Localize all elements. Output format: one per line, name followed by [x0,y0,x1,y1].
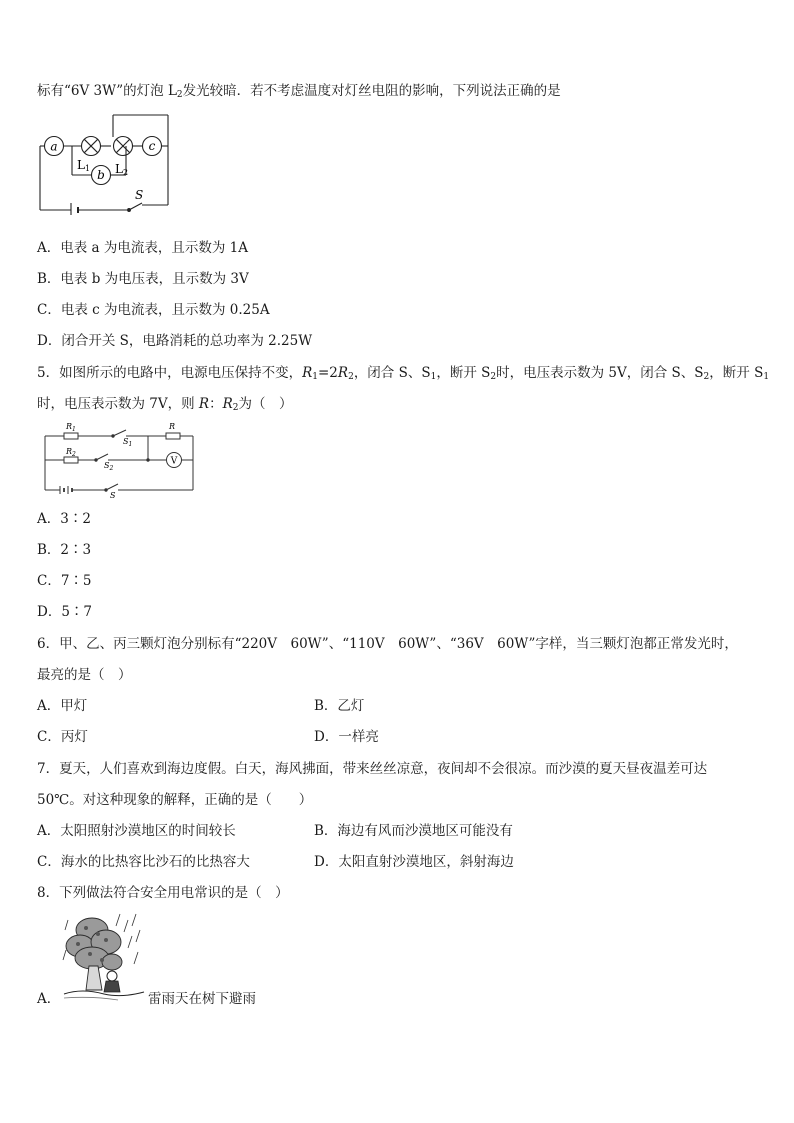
q4-option-b[interactable]: B．电表 b 为电压表，且示数为 3V [37,271,249,287]
question-4-stem: 标有“6V 3W”的灯泡 $L_2$发光较暗．若不考虑温度对灯丝电阻的影响，下列说法正确的是 [37,83,561,100]
q4-option-c[interactable]: C．电表 c 为电流表，且示数为 0.25A [37,302,270,318]
circuit-diagram-1 [36,113,176,219]
r2-label: $R_2$ [66,447,76,458]
q7-option-b[interactable]: B．海边有风而沙漠地区可能没有 [314,823,513,839]
question-8-stem: 8．下列做法符合安全用电常识的是（ ） [37,885,289,901]
voltmeter-label: V [170,456,178,467]
meter-c-label: c [148,139,156,153]
question-5-stem-line2: 时，电压表示数为 7V，则 R：$R_2$为（ ） [37,396,293,413]
question-5-stem-line1: 5．如图所示的电路中，电源电压保持不变，$R_1=2R_2$，闭合 S、$S_1$，断开 $S_2$时，电压表示数为 5V，闭合 S、$S_2$，断开 $S_1$ [37,365,770,382]
q7-option-c[interactable]: C．海水的比热容比沙石的比热容大 [37,854,250,870]
meter-b-label: b [97,168,105,182]
s1-label: $S_1$ [123,437,133,448]
meter-a-label: a [50,139,58,154]
question-6-stem-line2: 最亮的是（ ） [37,667,132,683]
s2-label: $S_2$ [104,461,114,472]
r-label: R [169,422,176,431]
q4-option-d[interactable]: D．闭合开关 S，电路消耗的总功率为 2.25W [37,333,313,349]
q5-option-b[interactable]: B．2∶3 [37,542,92,558]
lamp1-label: L1 [77,158,91,173]
r1-label: $R_1$ [66,422,76,433]
q8-option-a-text: 雷雨天在树下避雨 [148,991,256,1007]
q8-option-a[interactable]: A． [37,991,61,1007]
lamp2-label: L2 [115,162,129,177]
q6-option-d[interactable]: D．一样亮 [314,729,379,745]
q6-option-a[interactable]: A．甲灯 [37,698,88,714]
q4-option-a[interactable]: A．电表 a 为电流表，且示数为 1A [37,240,249,256]
q5-option-a[interactable]: A．3∶2 [37,511,91,527]
q6-option-b[interactable]: B．乙灯 [314,698,365,714]
question-7-stem-line2: 50℃。对这种现象的解释，正确的是（ ） [37,792,313,808]
q7-option-d[interactable]: D．太阳直射沙漠地区，斜射海边 [314,854,514,870]
q5-option-d[interactable]: D．5∶7 [37,604,93,620]
q7-option-a[interactable]: A．太阳照射沙漠地区的时间较长 [37,823,236,839]
question-6-stem-line1: 6．甲、乙、丙三颗灯泡分别标有“220V 60W”、“110V 60W”、“36V 60W”字样，当三颗灯泡都正常发光时， [37,636,738,652]
s-label: S [110,491,116,498]
question-7-stem-line1: 7．夏天，人们喜欢到海边度假。白天，海风拂面，带来丝丝凉意，夜间却不会很凉。而沙漠的夏天昼夜温差可达 [37,761,708,777]
q6-option-c[interactable]: C．丙灯 [37,729,88,745]
q5-option-c[interactable]: C．7∶5 [37,573,92,589]
switch-label: S [135,188,144,202]
circuit-diagram-2 [38,418,198,502]
tree-in-rain-image [62,910,146,1006]
